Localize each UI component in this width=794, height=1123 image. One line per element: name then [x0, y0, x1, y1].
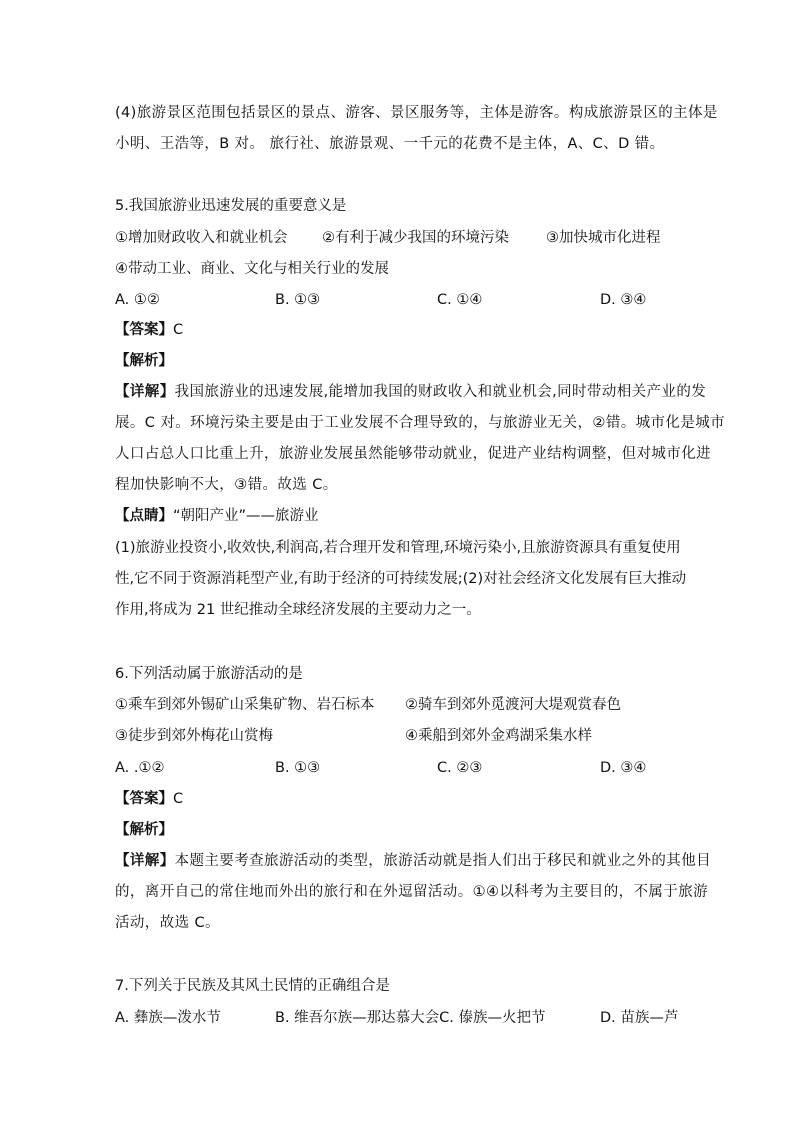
- q6-choice-a: A. .①②: [115, 760, 165, 776]
- answer-value: C: [173, 791, 184, 807]
- q6-choice-b: B. ①③: [275, 760, 321, 776]
- q5-choice-d: D. ③④: [600, 292, 647, 308]
- q6-item-3: ③徒步到郊外梅花山赏梅: [115, 728, 273, 744]
- q5-note-line-3: 作用,将成为 21 世纪推动全球经济发展的主要动力之一。: [115, 602, 481, 618]
- answer-value: C: [173, 322, 184, 338]
- q7-choice-d: D. 苗族—芦: [600, 1010, 679, 1026]
- q5-analysis-tag: 【解析】: [115, 353, 173, 369]
- q5-choice-c: C. ①④: [437, 292, 483, 308]
- q6-detail-line-2: 的，离开自己的常住地而外出的旅行和在外逗留活动。①④以科考为主要目的，不属于旅游: [115, 884, 708, 900]
- prev-answer-line-2: 小明、王浩等，B 对。 旅行社、旅游景观、一千元的花费不是主体，A、C、D 错。: [115, 136, 665, 152]
- q6-stem: 6.下列活动属于旅游活动的是: [115, 666, 303, 682]
- q5-item-4: ④带动工业、商业、文化与相关行业的发展: [115, 261, 389, 277]
- q5-answer: [115, 320, 183, 340]
- q6-analysis-tag: 【解析】: [115, 822, 173, 838]
- q6-item-4: ④乘船到郊外金鸡湖采集水样: [405, 728, 592, 744]
- q5-note-line-2: 性,它不同于资源消耗型产业,有助于经济的可持续发展;(2)对社会经济文化发展有巨大推动: [115, 571, 687, 587]
- q7-stem: 7.下列关于民族及其风土民情的正确组合是: [115, 978, 390, 994]
- q6-choice-c: C. ②③: [437, 760, 483, 776]
- point-tag: 【点睛】: [115, 508, 173, 524]
- q6-answer: [115, 789, 183, 809]
- q5-stem: 5.我国旅游业迅速发展的重要意义是: [115, 198, 347, 214]
- q6-detail-line-3: 活动，故选 C。: [115, 915, 220, 931]
- q5-choice-a: A. ①②: [115, 292, 160, 308]
- q6-detail-line-1: 【详解】本题主要考查旅游活动的类型，旅游活动就是指人们出于移民和就业之外的其他目: [115, 853, 712, 869]
- q5-note-line-1: (1)旅游业投资小,收效快,利润高,若合理开发和管理,环境污染小,且旅游资源具有重复使用: [115, 540, 681, 556]
- q6-item-2: ②骑车到郊外觅渡河大堤观赏春色: [405, 697, 621, 713]
- answer-tag: 【答案】: [115, 322, 173, 338]
- q7-choice-b-c: B. 维吾尔族—那达慕大会C. 傣族—火把节: [275, 1010, 546, 1026]
- q5-item-2: ②有利于减少我国的环境污染: [322, 230, 509, 246]
- q5-detail-line-2: 展。C 对。环境污染主要是由于工业发展不合理导致的，与旅游业无关，②错。城市化是城市: [115, 415, 726, 431]
- q7-choice-a: A. 彝族—泼水节: [115, 1010, 221, 1026]
- q5-item-1: ①增加财政收入和就业机会: [115, 230, 288, 246]
- q5-item-3: ③加快城市化进程: [546, 230, 661, 246]
- q5-point: 【点睛】“朝阳产业”——旅游业: [115, 508, 319, 524]
- q5-detail-line-4: 程加快影响不大，③错。故选 C。: [115, 477, 338, 493]
- q6-item-1: ①乘车到郊外锡矿山采集矿物、岩石标本: [115, 697, 375, 713]
- q6-choice-d: D. ③④: [600, 760, 647, 776]
- prev-answer-line-1: (4)旅游景区范围包括景区的景点、游客、景区服务等，主体是游客。构成旅游景区的主体是: [115, 105, 718, 121]
- q5-detail-line-1: 【详解】我国旅游业的迅速发展,能增加我国的财政收入和就业机会,同时带动相关产业的发: [115, 384, 707, 400]
- detail-tag: 【详解】: [115, 853, 175, 869]
- q5-detail-line-3: 人口占总人口比重上升，旅游业发展虽然能够带动就业，促进产业结构调整，但对城市化进: [115, 446, 711, 462]
- answer-tag: 【答案】: [115, 791, 173, 807]
- q5-choice-b: B. ①③: [275, 292, 321, 308]
- detail-tag: 【详解】: [115, 384, 175, 400]
